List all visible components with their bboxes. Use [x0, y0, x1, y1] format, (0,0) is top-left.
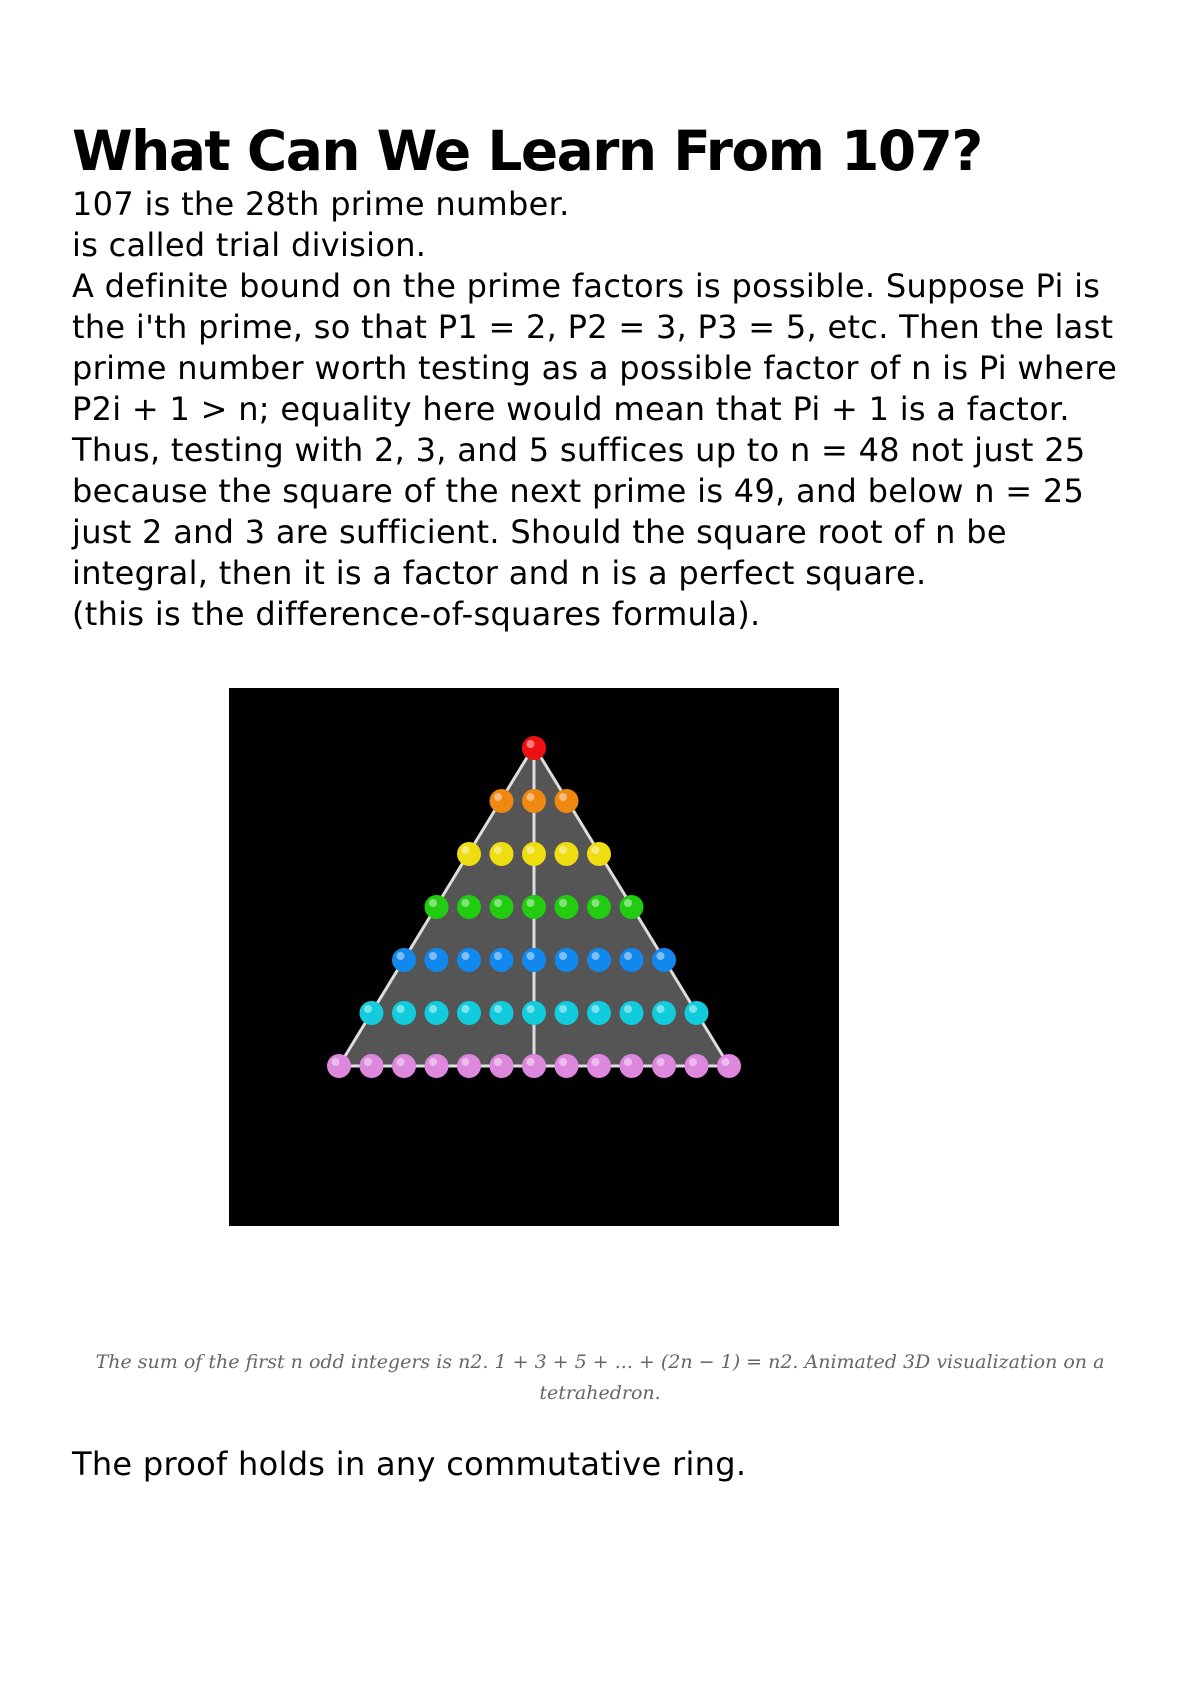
paragraph-difference-of-squares: (this is the difference-of-squares formula).	[72, 595, 761, 633]
paragraph-trial-division: is called trial division.	[72, 226, 427, 264]
row-5-ball	[587, 948, 611, 972]
row-4-ball	[457, 895, 481, 919]
row-7-ball	[490, 1054, 514, 1078]
ball-highlight	[592, 1058, 600, 1066]
ball-highlight	[397, 952, 405, 960]
row-7-ball	[457, 1054, 481, 1078]
ball-highlight	[429, 952, 437, 960]
figure-caption: The sum of the first n odd integers is n2. 1 + 3 + 5 + ... + (2n − 1) = n2. Animated 3D visualization on a tetrahedron.	[95, 1351, 1105, 1404]
row-5-ball	[620, 948, 644, 972]
ball-highlight	[494, 1005, 502, 1013]
article	[72, 118, 1152, 635]
row-3-ball	[555, 842, 579, 866]
ball-highlight	[364, 1058, 372, 1066]
ball-highlight	[397, 1005, 405, 1013]
row-5-ball	[392, 948, 416, 972]
row-7-ball	[685, 1054, 709, 1078]
row-6-ball	[425, 1001, 449, 1025]
ball-highlight	[527, 1005, 535, 1013]
paragraph-prime-fact: 107 is the 28th prime number.	[72, 185, 570, 223]
row-7-ball	[360, 1054, 384, 1078]
row-4-ball	[555, 895, 579, 919]
row-6-ball	[685, 1001, 709, 1025]
ball-highlight	[657, 1005, 665, 1013]
row-7-ball	[620, 1054, 644, 1078]
row-5-ball	[555, 948, 579, 972]
row-5-ball	[652, 948, 676, 972]
ball-highlight	[527, 899, 535, 907]
ball-highlight	[494, 846, 502, 854]
ball-highlight	[657, 1058, 665, 1066]
row-3-ball	[457, 842, 481, 866]
ball-highlight	[429, 1058, 437, 1066]
row-6-ball	[457, 1001, 481, 1025]
row-6-ball	[587, 1001, 611, 1025]
ball-highlight	[429, 1005, 437, 1013]
row-2-ball	[490, 789, 514, 813]
ball-highlight	[592, 846, 600, 854]
ball-highlight	[462, 899, 470, 907]
row-7-ball	[587, 1054, 611, 1078]
ball-highlight	[559, 793, 567, 801]
ball-highlight	[592, 952, 600, 960]
row-5-ball	[490, 948, 514, 972]
ball-highlight	[559, 952, 567, 960]
paragraph-commutative-ring: The proof holds in any commutative ring.	[72, 1445, 747, 1483]
row-6-ball	[620, 1001, 644, 1025]
ball-highlight	[559, 846, 567, 854]
row-6-ball	[555, 1001, 579, 1025]
ball-highlight	[624, 952, 632, 960]
ball-highlight	[494, 952, 502, 960]
ball-highlight	[397, 1058, 405, 1066]
ball-highlight	[462, 846, 470, 854]
ball-highlight	[722, 1058, 730, 1066]
row-7-ball	[425, 1054, 449, 1078]
row-4-ball	[587, 895, 611, 919]
ball-highlight	[592, 1005, 600, 1013]
tetrahedron-visualization	[229, 688, 839, 1226]
row-3-ball	[522, 842, 546, 866]
page-title: What Can We Learn From 107?	[72, 119, 982, 183]
ball-highlight	[527, 793, 535, 801]
row-4-ball	[490, 895, 514, 919]
ball-highlight	[624, 1005, 632, 1013]
ball-highlight	[494, 899, 502, 907]
ball-highlight	[462, 952, 470, 960]
ball-highlight	[527, 846, 535, 854]
ball-highlight	[559, 1058, 567, 1066]
row-7-ball	[555, 1054, 579, 1078]
row-6-ball	[392, 1001, 416, 1025]
ball-highlight	[527, 1058, 535, 1066]
row-1-ball	[522, 736, 546, 760]
row-2-ball	[555, 789, 579, 813]
row-7-ball	[392, 1054, 416, 1078]
ball-highlight	[494, 793, 502, 801]
ball-highlight	[559, 899, 567, 907]
ball-highlight	[689, 1005, 697, 1013]
row-6-ball	[490, 1001, 514, 1025]
ball-highlight	[527, 952, 535, 960]
row-7-ball	[717, 1054, 741, 1078]
row-6-ball	[360, 1001, 384, 1025]
row-5-ball	[522, 948, 546, 972]
row-7-ball	[522, 1054, 546, 1078]
ball-highlight	[559, 1005, 567, 1013]
row-3-ball	[490, 842, 514, 866]
ball-highlight	[624, 1058, 632, 1066]
tetrahedron-figure	[229, 688, 839, 1226]
ball-highlight	[462, 1058, 470, 1066]
ball-highlight	[657, 952, 665, 960]
row-7-ball	[327, 1054, 351, 1078]
row-4-ball	[620, 895, 644, 919]
ball-highlight	[364, 1005, 372, 1013]
ball-highlight	[429, 899, 437, 907]
paragraph-prime-bound: A definite bound on the prime factors is possible. Suppose Pi is the i'th prime, so that P1 = 2, P2 = 3, P3 = 5, etc. Then the last prime number worth testing as a possible factor of n is Pi where P2i + 1 > n; equality here would mean that Pi + 1 is a factor. Thus, testing with 2, 3, and 5 suffices up to n = 48 not just 25 because the square of the next prime is 49, and below n = 25 just 2 and 3 are sufficient. Should the square root of n be integral, then it is a factor and n is a perfect square.	[72, 267, 1118, 592]
ball-highlight	[592, 899, 600, 907]
ball-highlight	[494, 1058, 502, 1066]
ball-highlight	[689, 1058, 697, 1066]
row-4-ball	[522, 895, 546, 919]
ball-highlight	[527, 740, 535, 748]
row-2-ball	[522, 789, 546, 813]
row-4-ball	[425, 895, 449, 919]
ball-highlight	[332, 1058, 340, 1066]
row-6-ball	[522, 1001, 546, 1025]
row-3-ball	[587, 842, 611, 866]
row-5-ball	[457, 948, 481, 972]
row-6-ball	[652, 1001, 676, 1025]
ball-highlight	[624, 899, 632, 907]
ball-highlight	[462, 1005, 470, 1013]
row-5-ball	[425, 948, 449, 972]
row-7-ball	[652, 1054, 676, 1078]
